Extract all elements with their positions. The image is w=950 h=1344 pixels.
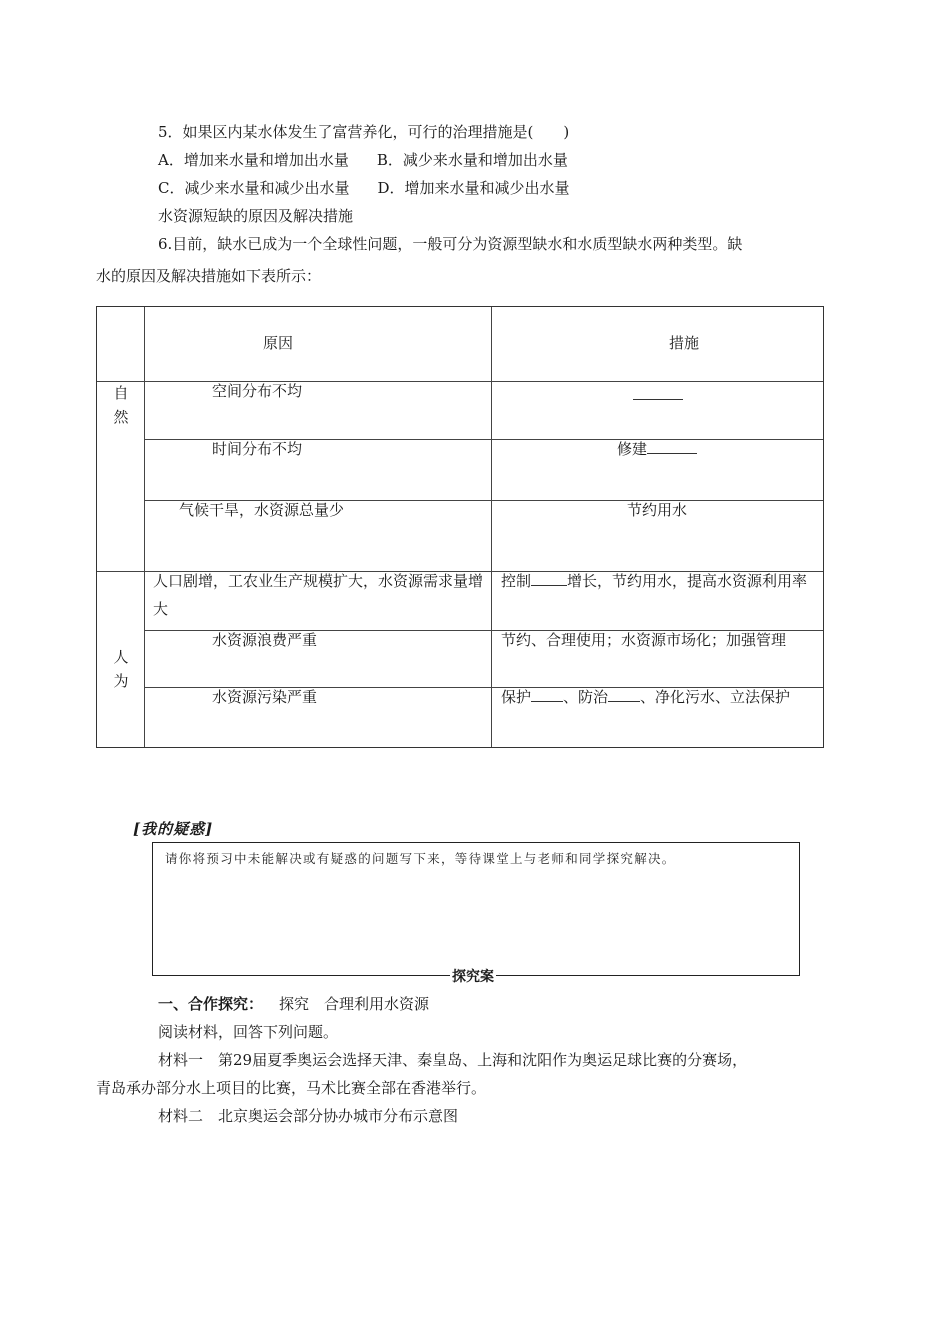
- reason-row-4: 人口剧增，工农业生产规模扩大，水资源需求量增大: [153, 572, 484, 618]
- measure-row-1: [633, 381, 683, 409]
- measure-row-5: 节约、合理使用；水资源市场化；加强管理: [501, 631, 787, 649]
- section-title: 水资源短缺的原因及解决措施: [158, 207, 354, 225]
- material-1-line2: 青岛承办部分水上项目的比赛，马术比赛全部在香港举行。: [96, 1079, 487, 1097]
- table-divider-group: [144, 307, 145, 747]
- fill-blank[interactable]: [531, 684, 563, 702]
- measure-row-4: 控制 增长，节约用水，提高水资源利用率: [501, 567, 813, 595]
- question-5-stem: 5．如果区内某水体发生了富营养化，可行的治理措施是( ): [158, 123, 570, 141]
- causes-measures-table: [96, 306, 824, 748]
- part1-heading: [158, 994, 429, 1014]
- doubt-heading: [我的疑惑]: [133, 820, 214, 838]
- part1-instruction: 阅读材料，回答下列问题。: [158, 1023, 339, 1041]
- question-6-line1: 6.目前，缺水已成为一个全球性问题，一般可分为资源型缺水和水质型缺水两种类型。缺: [158, 235, 743, 253]
- reason-row-1: 空间分布不均: [212, 382, 303, 400]
- fill-blank[interactable]: [608, 684, 640, 702]
- option-c: C．减少来水量和减少出水量: [158, 179, 350, 197]
- reason-row-3: 气候干旱，水资源总量少: [179, 501, 345, 519]
- group-label-natural: 自 然: [113, 384, 129, 426]
- doubt-writing-box[interactable]: [152, 842, 800, 976]
- part1-topic: 探究 合理利用水资源: [279, 995, 430, 1013]
- fill-blank[interactable]: [633, 382, 683, 400]
- material-2: 材料二 北京奥运会部分协办城市分布示意图: [158, 1107, 459, 1125]
- question-6-line2: 水的原因及解决措施如下表所示：: [96, 267, 322, 285]
- part1-title: 一、合作探究：: [158, 995, 264, 1013]
- header-reason: 原因: [263, 334, 294, 352]
- measure-row-6: 保护 、防治 、净化污水、立法保护: [501, 683, 813, 711]
- fill-blank[interactable]: [531, 568, 567, 586]
- measure-row-3: 节约用水: [627, 501, 688, 519]
- table-divider-columns: [491, 307, 492, 747]
- fill-blank[interactable]: [647, 436, 697, 454]
- measure-row-2: 修建: [617, 435, 697, 463]
- option-a: A．增加来水量和增加出水量: [158, 151, 349, 169]
- table-rule: [97, 381, 823, 382]
- material-1-line1: 材料一 第29届夏季奥运会选择天津、秦皇岛、上海和沈阳作为奥运足球比赛的分赛场，: [158, 1051, 748, 1069]
- question-5-options-cd: [158, 178, 570, 198]
- option-b: B．减少来水量和增加出水量: [376, 151, 568, 169]
- header-measure: 措施: [669, 334, 700, 352]
- option-d: D．增加来水量和减少出水量: [377, 179, 570, 197]
- reason-row-6: 水资源污染严重: [212, 688, 318, 706]
- reason-row-5: 水资源浪费严重: [212, 631, 318, 649]
- doubt-prompt: 请你将预习中未能解决或有疑惑的问题写下来，等待课堂上与老师和同学探究解决。: [165, 851, 676, 866]
- reason-row-2: 时间分布不均: [212, 440, 303, 458]
- group-label-human: 人 为: [113, 648, 129, 690]
- question-5-options-ab: [158, 150, 568, 170]
- inquiry-section-label: 探究案: [452, 969, 494, 985]
